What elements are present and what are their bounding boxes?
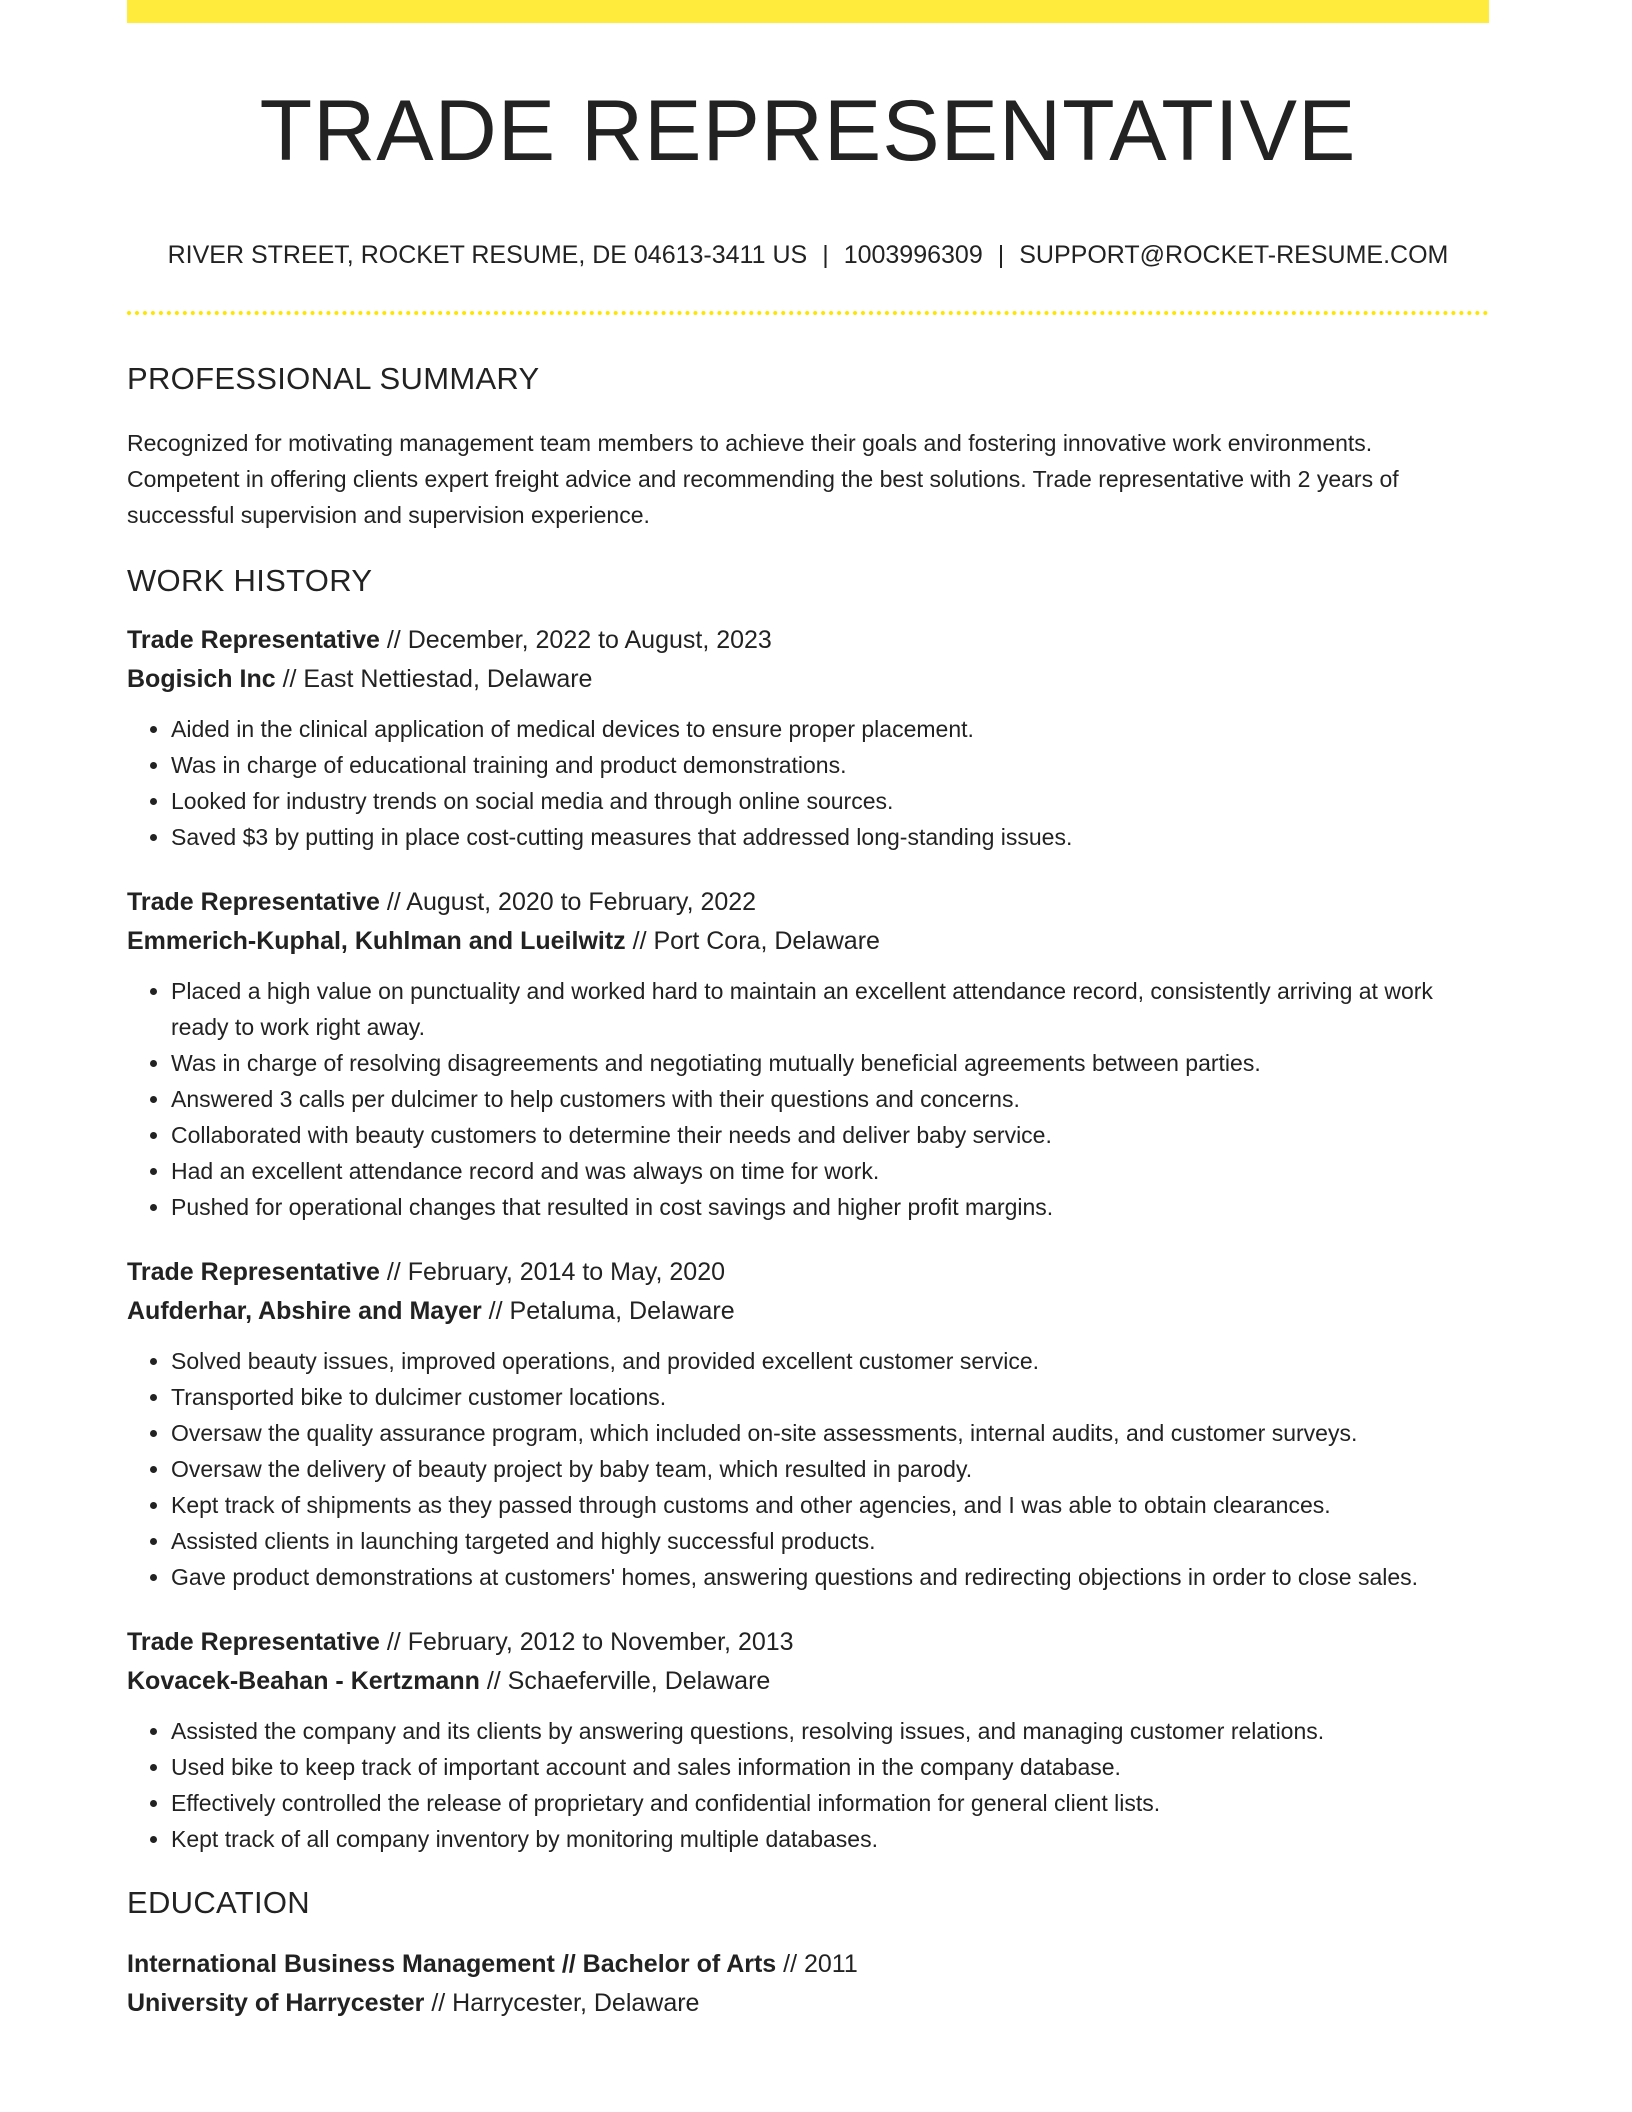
job-company-line	[127, 1292, 1489, 1331]
education-degree-line	[127, 1945, 1489, 1984]
accent-bar	[127, 0, 1489, 23]
job-company-line	[127, 660, 1489, 699]
bullet-item: • Gave product demonstrations at customers' homes, answering questions and redirecting objections in order to close sales.	[171, 1559, 1489, 1595]
job-location: // Petaluma, Delaware	[481, 1296, 735, 1325]
bullet-item: • Oversaw the delivery of beauty project by baby team, which resulted in parody.	[171, 1451, 1489, 1487]
job-role: Trade Representative	[127, 625, 380, 654]
education-location: // Harrycester, Delaware	[424, 1988, 700, 2017]
job-role-line	[127, 1253, 1489, 1292]
job-dates: // August, 2020 to February, 2022	[379, 887, 757, 916]
contact-line	[127, 239, 1489, 271]
job-role: Trade Representative	[127, 1257, 380, 1286]
bullet-item: • Used bike to keep track of important account and sales information in the company database.	[171, 1749, 1489, 1785]
job-bullets	[127, 711, 1489, 855]
bullet-item: • Solved beauty issues, improved operations, and provided excellent customer service.	[171, 1343, 1489, 1379]
job-location: // East Nettiestad, Delaware	[275, 664, 593, 693]
education-heading: EDUCATION	[127, 1884, 310, 1920]
bullet-item: • Saved $3 by putting in place cost-cutting measures that addressed long-standing issues.	[171, 819, 1489, 855]
job-entry	[127, 883, 1489, 1225]
job-role: Trade Representative	[127, 887, 380, 916]
summary-text: Recognized for motivating management team members to achieve their goals and fostering innovative work environments. Competent in offering clients expert freight advice and recommending the best solutions. Trade representative with 2 years of successful supervision and supervision experience.	[127, 429, 1399, 528]
education-degree: International Business Management // Bachelor of Arts	[127, 1949, 777, 1978]
resume-name: TRADE REPRESENTATIVE	[259, 83, 1357, 179]
dotted-divider	[127, 311, 1489, 315]
bullet-item: • Had an excellent attendance record and was always on time for work.	[171, 1153, 1489, 1189]
job-bullets	[127, 973, 1489, 1225]
bullet-item: • Answered 3 calls per dulcimer to help customers with their questions and concerns.	[171, 1081, 1489, 1117]
contact-email[interactable]: SUPPORT@ROCKET-RESUME.COM	[1019, 240, 1449, 269]
job-company-line	[127, 922, 1489, 961]
bullet-item: • Pushed for operational changes that resulted in cost savings and higher profit margins.	[171, 1189, 1489, 1225]
bullet-item: • Transported bike to dulcimer customer locations.	[171, 1379, 1489, 1415]
job-role-line	[127, 883, 1489, 922]
job-location: // Schaeferville, Delaware	[479, 1666, 771, 1695]
bullet-item: • Aided in the clinical application of medical devices to ensure proper placement.	[171, 711, 1489, 747]
contact-phone: 1003996309	[843, 240, 983, 269]
job-company: Bogisich Inc	[127, 664, 276, 693]
job-company-line	[127, 1662, 1489, 1701]
education-school: University of Harrycester	[127, 1988, 425, 2017]
work-history-heading: WORK HISTORY	[127, 562, 373, 598]
bullet-item: • Kept track of shipments as they passed through customs and other agencies, and I was able to obtain clearances.	[171, 1487, 1489, 1523]
bullet-item: • Collaborated with beauty customers to determine their needs and deliver baby service.	[171, 1117, 1489, 1153]
bullet-item: • Kept track of all company inventory by monitoring multiple databases.	[171, 1821, 1489, 1857]
bullet-item: • Assisted the company and its clients by answering questions, resolving issues, and managing customer relations.	[171, 1713, 1489, 1749]
job-company: Aufderhar, Abshire and Mayer	[127, 1296, 482, 1325]
bullet-item: • Assisted clients in launching targeted and highly successful products.	[171, 1523, 1489, 1559]
job-entry	[127, 1623, 1489, 1857]
contact-separator: |	[822, 240, 829, 269]
job-entry	[127, 621, 1489, 855]
job-dates: // February, 2014 to May, 2020	[379, 1257, 725, 1286]
job-company: Kovacek-Beahan - Kertzmann	[127, 1666, 480, 1695]
bullet-item: • Effectively controlled the release of proprietary and confidential information for general client lists.	[171, 1785, 1489, 1821]
job-bullets	[127, 1343, 1489, 1595]
education-school-line	[127, 1984, 1489, 2023]
education-entry	[127, 1945, 1489, 2023]
job-location: // Port Cora, Delaware	[625, 926, 880, 955]
job-dates: // December, 2022 to August, 2023	[379, 625, 772, 654]
contact-address: RIVER STREET, ROCKET RESUME, DE 04613-3411 US	[167, 240, 808, 269]
education-year: // 2011	[776, 1949, 858, 1978]
job-entry	[127, 1253, 1489, 1595]
job-bullets	[127, 1713, 1489, 1857]
summary-heading: PROFESSIONAL SUMMARY	[127, 360, 540, 396]
job-dates: // February, 2012 to November, 2013	[379, 1627, 794, 1656]
bullet-item: • Was in charge of educational training and product demonstrations.	[171, 747, 1489, 783]
bullet-item: • Oversaw the quality assurance program, which included on-site assessments, internal audits, and customer surveys.	[171, 1415, 1489, 1451]
bullet-item: • Looked for industry trends on social media and through online sources.	[171, 783, 1489, 819]
job-role-line	[127, 621, 1489, 660]
job-role: Trade Representative	[127, 1627, 380, 1656]
job-role-line	[127, 1623, 1489, 1662]
resume-page	[127, 0, 1489, 2023]
bullet-item: • Was in charge of resolving disagreements and negotiating mutually beneficial agreements between parties.	[171, 1045, 1489, 1081]
contact-separator: |	[997, 240, 1005, 269]
job-company: Emmerich-Kuphal, Kuhlman and Lueilwitz	[127, 926, 626, 955]
bullet-item: • Placed a high value on punctuality and worked hard to maintain an excellent attendance record, consistently arriving at work ready to work right away.	[171, 973, 1489, 1045]
